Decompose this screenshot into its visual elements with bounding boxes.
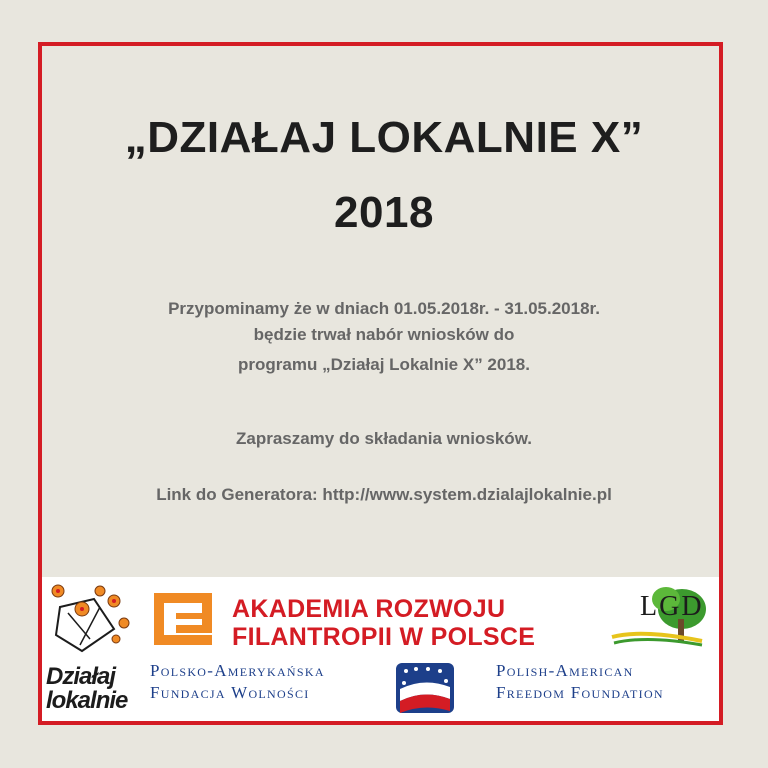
headline-year: 2018 [334,188,434,237]
dzialaj-lokalnie-logo [42,577,142,721]
pafw-en-line-2: Freedom Foundation [496,683,664,702]
partner-logos-strip [42,577,719,721]
dzialaj-logo-line-2: lokalnie [46,687,128,714]
flowers-icon [42,579,142,659]
flag-icon [394,659,456,717]
arfp-line-2: FILANTROPII W POLSCE [232,623,536,651]
lgd-text: LGD [640,591,704,622]
dzialaj-logo-line-1: Działaj [46,663,116,690]
arfp-line-1: AKADEMIA ROZWOJU [232,595,506,623]
pafw-pl-line-1: Polsko-Amerykańska [150,661,325,680]
headline-title: „DZIAŁAJ LOKALNIE X” [124,113,644,162]
generator-link[interactable]: Link do Generatora: http://www.system.dzialajlokalnie.pl [156,485,612,504]
lgd-logo [602,579,712,651]
pafw-pl-line-2: Fundacja Wolności [150,683,310,702]
invite-text: Zapraszamy do składania wniosków. [235,429,533,448]
announcement-line-3: programu „Działaj Lokalnie X” 2018. [238,355,530,374]
announcement-line-1: Przypominamy że w dniach 01.05.2018r. - 31.05.2018r. [168,299,600,318]
announcement-line-2: będzie trwał nabór wniosków do [253,325,515,344]
arfp-e-icon [152,591,214,647]
pafw-en-line-1: Polish-American [496,661,634,680]
